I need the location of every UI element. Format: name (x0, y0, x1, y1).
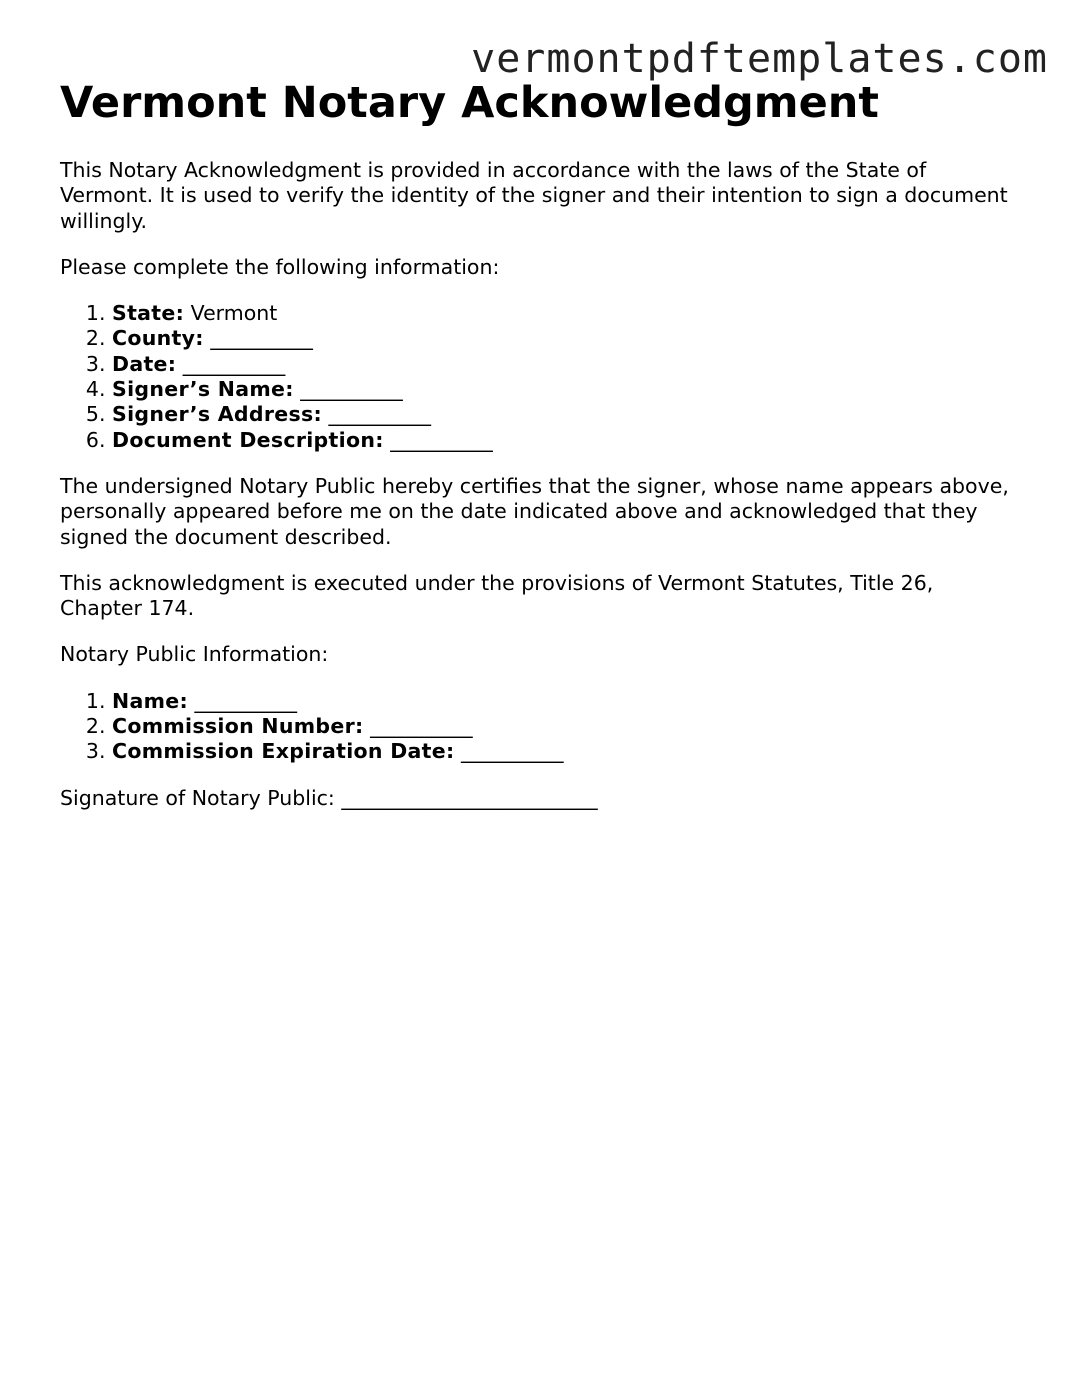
field-label: Commission Expiration Date: (112, 739, 455, 764)
field-commission-expiration (112, 739, 1020, 764)
field-label: State: (112, 301, 185, 326)
field-commission-number (112, 714, 1020, 739)
field-label: Document Description: (112, 427, 384, 452)
field-blank[interactable]: __________ (370, 714, 473, 739)
field-label: Signer’s Name: (112, 377, 294, 402)
field-date (112, 352, 1020, 377)
field-label: County: (112, 326, 204, 351)
field-blank[interactable]: __________ (210, 326, 313, 351)
field-blank[interactable]: __________ (328, 402, 432, 427)
field-label: Commission Number: (112, 714, 364, 739)
statute-paragraph: This acknowledgment is executed under the provisions of Vermont Statutes, Title 26, Chapter 174. (60, 570, 934, 621)
document-title: Vermont Notary Acknowledgment (60, 78, 879, 128)
intro-paragraph: This Notary Acknowledgment is provided in accordance with the laws of the State of Vermont. It is used to verify the identity of the signer and their intention to sign a document willingly. (60, 158, 1008, 233)
site-watermark: vermontpdftemplates.com (471, 36, 1048, 82)
document-body (60, 78, 1020, 832)
instruction-text: Please complete the following information: (60, 254, 500, 279)
field-blank[interactable]: __________ (390, 427, 493, 452)
field-label: Date: (112, 351, 177, 376)
field-blank[interactable]: __________ (300, 377, 403, 402)
notary-info-heading: Notary Public Information: (60, 642, 329, 667)
field-blank[interactable]: __________ (182, 351, 286, 376)
field-signer-address (112, 402, 1020, 427)
field-document-description (112, 428, 1020, 453)
signer-fields-list (60, 301, 1020, 453)
field-value: Vermont (190, 301, 278, 326)
field-state (112, 301, 1020, 326)
field-label: Signer’s Address: (112, 402, 322, 427)
field-blank[interactable]: __________ (194, 688, 297, 713)
notary-signature-line[interactable]: Signature of Notary Public: _________________________ (60, 785, 598, 810)
notary-fields-list (60, 689, 1020, 765)
field-notary-name (112, 689, 1020, 714)
field-blank[interactable]: __________ (461, 739, 564, 764)
field-label: Name: (112, 688, 188, 713)
field-county (112, 326, 1020, 351)
certification-paragraph: The undersigned Notary Public hereby certifies that the signer, whose name appears above, personally appeared before me on the date indicated above and acknowledged that they signed the document described. (60, 473, 1009, 549)
field-signer-name (112, 377, 1020, 402)
